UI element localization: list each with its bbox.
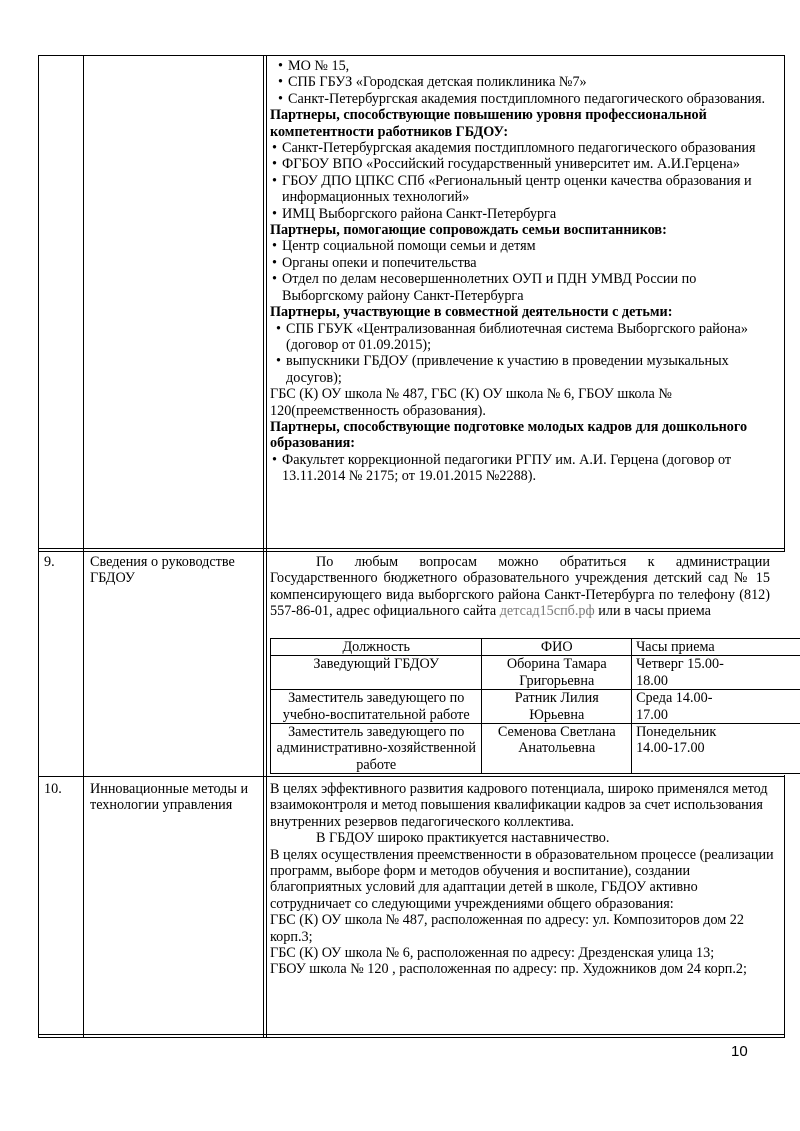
- table-row: [271, 690, 800, 724]
- table-col1-border: [83, 55, 84, 1037]
- list-item: • ГБОУ ДПО ЦПКС СПб «Региональный центр оценки качества образования и информационных технологий»: [270, 173, 780, 206]
- row10-number: 10.: [44, 781, 62, 797]
- row10-paragraph: ГБС (К) ОУ школа № 487, расположенная по адресу: ул. Композиторов дом 22 корп.3;: [270, 912, 744, 945]
- partners-heading-young-staff: Партнеры, способствующие подготовке молодых кадров для дошкольного образования:: [270, 418, 748, 452]
- list-item: • ИМЦ Выборгского района Санкт-Петербурга: [270, 206, 780, 222]
- list-item: • Отдел по делам несовершеннолетних ОУП и ПДН УМВД России по Выборгскому району Санкт-Петербурга: [270, 271, 780, 304]
- table-top-border: [38, 55, 785, 56]
- list-item: • Органы опеки и попечительства: [270, 255, 780, 271]
- column-header-hours: Часы приема: [632, 639, 800, 656]
- partners-list-young-staff: [270, 452, 780, 485]
- partners-heading-children: Партнеры, участвующие в совместной деятельности с детьми:: [270, 304, 673, 321]
- table-right-border: [784, 55, 785, 551]
- list-item: • Санкт-Петербургская академия постдипломного педагогического образования.: [276, 91, 780, 107]
- column-header-position: Должность: [271, 639, 482, 656]
- table-cell: Заместитель заведующего по административно-хозяйственной работе: [271, 724, 482, 774]
- table-right-border-2: [784, 775, 785, 1037]
- row10-title: Инновационные методы и технологии управления: [90, 781, 249, 814]
- table-cell: Ратник Лилия Юрьевна: [482, 690, 632, 724]
- partners-list-families: [270, 238, 780, 304]
- table-bottom-border: [38, 1034, 785, 1035]
- page-number: 10: [731, 1043, 748, 1060]
- partners-heading-families: Партнеры, помогающие сопровождать семьи воспитанников:: [270, 222, 667, 239]
- table-header-row: [271, 639, 800, 656]
- reception-hours-table: [270, 638, 800, 774]
- row10-content: [270, 781, 778, 978]
- partners-heading-qualification: Партнеры, способствующие повышению уровня профессиональной компетентности работников ГБДОУ:: [270, 107, 707, 140]
- partners-list-qualification: [270, 140, 780, 222]
- partners-schools-line: ГБС (К) ОУ школа № 487, ГБС (К) ОУ школа № 6, ГБОУ школа № 120(преемственность образования).: [270, 386, 672, 419]
- table-cell: Семенова Светлана Анатольевна: [482, 724, 632, 774]
- row10-paragraph: В ГБДОУ широко практикуется наставничество.: [316, 830, 610, 847]
- row9-top-border: [38, 548, 785, 549]
- partners-list-children: [270, 321, 780, 387]
- table-row: [271, 656, 800, 690]
- list-item: • СПБ ГБУЗ «Городская детская поликлиника №7»: [276, 74, 780, 90]
- list-item: • Факультет коррекционной педагогики РГПУ им. А.И. Герцена (договор от 13.11.2014 № 2175; от 19.01.2015 №2288).: [270, 452, 780, 485]
- table-left-border: [38, 55, 39, 1037]
- column-header-name: ФИО: [482, 639, 632, 656]
- table-cell: Заместитель заведующего по учебно-воспитательной работе: [271, 690, 482, 724]
- list-item: • Центр социальной помощи семьи и детям: [270, 238, 780, 254]
- partners-section: [270, 58, 780, 485]
- row9-intro: [270, 554, 770, 620]
- list-item: • выпускники ГБДОУ (привлечение к участию в проведении музыкальных досугов);: [274, 353, 780, 386]
- table-row: [271, 724, 800, 774]
- table-col2-border-b: [266, 55, 267, 1037]
- row9-title: Сведения о руководстве ГБДОУ: [90, 554, 235, 587]
- row9-number: 9.: [44, 554, 55, 570]
- row10-paragraph: ГБОУ школа № 120 , расположенная по адресу: пр. Художников дом 24 корп.2;: [270, 961, 747, 978]
- list-item: • ФГБОУ ВПО «Российский государственный университет им. А.И.Герцена»: [270, 156, 780, 172]
- list-item: • Санкт-Петербургская академия постдипломного педагогического образования: [270, 140, 780, 156]
- table-cell: Оборина Тамара Григорьевна: [482, 656, 632, 690]
- row9-intro-text: По любым вопросам можно обратиться к администрации Государственного бюджетного образовательного учреждения детский сад № 15 компенсирующего вида выборгского района Санкт-Петербурга по телефону (812) 557-86-01, адрес официального сайта: [270, 554, 770, 620]
- table-cell: Заведующий ГБДОУ: [271, 656, 482, 690]
- row9-intro-tail: или в часы приема: [594, 603, 711, 620]
- table-bottom-border-b: [38, 1037, 785, 1038]
- row10-paragraph: В целях осуществления преемственности в образовательном процессе (реализации программ, выборе форм и методов обучения и воспитание), создании благоприятных условий для адаптации детей в школе, ГБДОУ активно сотрудничает со следующими учреждениями общего образования:: [270, 846, 774, 912]
- table-cell: Четверг 15.00-18.00: [632, 656, 800, 690]
- list-item: • МО № 15,: [276, 58, 780, 74]
- table-col2-border: [263, 55, 264, 1037]
- row10-paragraph: ГБС (К) ОУ школа № 6, расположенная по адресу: Дрезденская улица 13;: [270, 945, 715, 962]
- table-cell: Понедельник 14.00-17.00: [632, 724, 800, 774]
- row9-top-border-b: [38, 551, 785, 552]
- partners-list-top: [270, 58, 780, 107]
- table-cell: Среда 14.00-17.00: [632, 690, 800, 724]
- row10-top-border: [38, 776, 785, 777]
- site-link[interactable]: детсад15спб.рф: [499, 603, 595, 620]
- row10-paragraph: В целях эффективного развития кадрового потенциала, широко применялся метод взаимоконтроля и метод повышения квалификации кадров за счет использования внутренних резервов педагогического коллектива.: [270, 781, 768, 830]
- list-item: • СПБ ГБУК «Централизованная библиотечная система Выборгского района» (договор от 01.09.2015);: [274, 321, 780, 354]
